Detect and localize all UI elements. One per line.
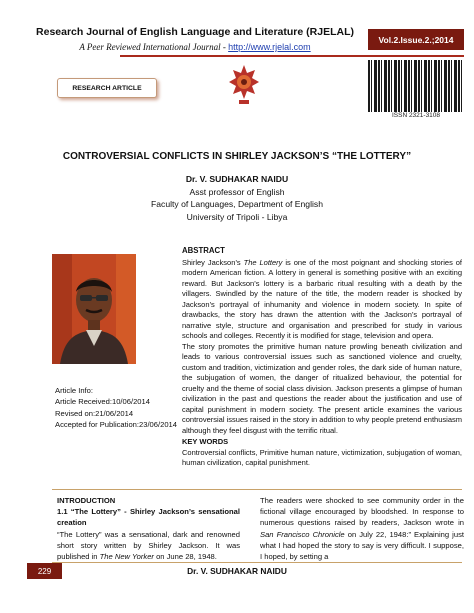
received-date: Article Received:10/06/2014 bbox=[55, 397, 150, 407]
abstract-paragraph-2: The story promotes the primitive human nature prowling beneath civilization and leads to various controversial issues such as sanctioned violence and cruelty, custom and tradition, victimization and gender roles, the dark side of human nature, the subjugation of women, the danger of ritualized behaviour, the potential for cruelty and the theme of social class division. Jackson presents a glimpse of human civilization in the past and questions the reader about the justification and use of capital punishment in modern society. The present article examines the various controversial issues raised in the story in addition to why people pretend enthusiasm although they feel disgust with the terrific ritual. bbox=[182, 341, 462, 435]
issn-number: ISSN 2321-3108 bbox=[368, 112, 464, 123]
header-rule bbox=[120, 55, 464, 57]
volume-badge: Vol.2.Issue.2.;2014 bbox=[368, 29, 464, 50]
article-info-label: Article Info: bbox=[55, 386, 93, 395]
introduction-heading: INTRODUCTION bbox=[57, 496, 116, 505]
author-department: Faculty of Languages, Department of English bbox=[151, 199, 323, 210]
keywords-heading: KEY WORDS bbox=[182, 437, 229, 446]
journal-url-link[interactable]: http://www.rjelal.com bbox=[228, 42, 311, 52]
author-position: Asst professor of English bbox=[189, 186, 285, 197]
page-number: 229 bbox=[27, 563, 62, 579]
abstract-heading: ABSTRACT bbox=[182, 246, 225, 255]
paper-title: CONTROVERSIAL CONFLICTS IN SHIRLEY JACKSON’S “THE LOTTERY” bbox=[62, 151, 412, 162]
journal-subtitle bbox=[0, 42, 390, 52]
introduction-subheading: 1.1 “The Lottery” - Shirley Jackson’s sensational creation bbox=[57, 507, 240, 528]
tagline-separator: - bbox=[220, 42, 229, 52]
accepted-date: Accepted for Publication:23/06/2014 bbox=[55, 420, 178, 430]
section-divider bbox=[52, 489, 462, 490]
article-info bbox=[55, 385, 177, 431]
footer-rule bbox=[52, 562, 462, 563]
revised-date: Revised on:21/06/2014 bbox=[55, 408, 134, 418]
issn-barcode bbox=[368, 60, 464, 118]
research-article-tag: RESEARCH ARTICLE bbox=[57, 78, 157, 98]
body-right-text: The readers were shocked to see community order in the fictional village encouraged by bloodshed. In response to numerous questions raised by readers, Jackson wrote in San Francisco Chronicle on July 22, 1948:” Explaining just what I had hoped the story to say is very difficult. I suppose, I hoped, by setting a bbox=[260, 496, 464, 562]
introduction-text: “The Lottery” was a sensational, dark and renowned short story written by Shirley Jackson. It was published in The New Yorker on June 28, 1948. bbox=[57, 529, 240, 562]
author-block bbox=[0, 173, 474, 223]
introduction-column bbox=[57, 495, 240, 562]
journal-emblem-icon bbox=[228, 64, 260, 106]
journal-title: Research Journal of English Language and Literature (RJELAL) bbox=[36, 26, 354, 38]
keywords-text: Controversial conflicts, Primitive human nature, victimization, subjugation of woman, human civilization, capital punishment. bbox=[182, 447, 462, 467]
body-right-column bbox=[260, 495, 464, 562]
journal-tagline: A Peer Reviewed International Journal bbox=[79, 42, 221, 52]
author-photo bbox=[52, 254, 136, 364]
author-name: Dr. V. SUDHAKAR NAIDU bbox=[185, 174, 289, 184]
footer-author: Dr. V. SUDHAKAR NAIDU bbox=[187, 566, 287, 576]
abstract-section bbox=[182, 246, 462, 469]
abstract-paragraph-1: Shirley Jackson’s The Lottery is one of the most poignant and shocking stories of modern American fiction. A lottery in general is something positive with an exciting reward. But Jackson’s lottery is a barbaric ritual resulting with a death by the villagers. Swindled by the nature of the title, the modern reader is shocked by Jackson’s portrayal of inhumanity and violence in modern society. In spite of drawbacks, the story has drawn the attention with the Jackson’s portrayal of narrative style, structure and organisation and prescribed for study in various schools and colleges. Recently it is modified for stage, television and opera. bbox=[182, 257, 463, 340]
author-university: University of Tripoli - Libya bbox=[186, 211, 288, 222]
